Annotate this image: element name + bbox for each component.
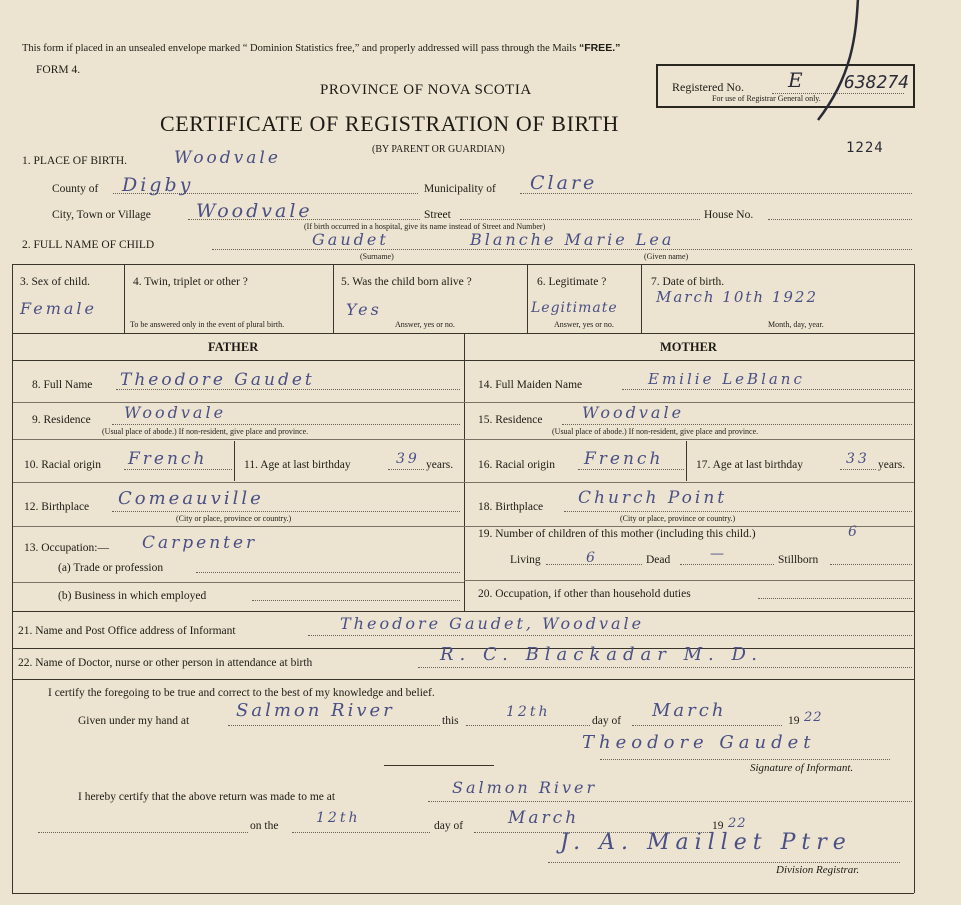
given-year-value: 22	[804, 710, 823, 725]
twin-note: To be answered only in the event of plural birth.	[130, 320, 285, 329]
child-name-label: 2. FULL NAME OF CHILD	[22, 239, 155, 251]
father-heading: FATHER	[208, 340, 259, 354]
dob-value: March 10th 1922	[656, 288, 819, 306]
given-place-value: Salmon River	[236, 700, 395, 721]
mail-notice	[22, 42, 620, 54]
father-birthplace-value: Comeauville	[118, 488, 264, 509]
alive-label: 5. Was the child born alive ?	[341, 276, 472, 288]
father-occupation-label: 13. Occupation:—	[24, 542, 109, 554]
father-age-value: 39	[396, 451, 420, 467]
mother-age-label: 17. Age at last birthday	[696, 459, 803, 471]
city-value: Woodvale	[196, 200, 313, 222]
place-of-birth-value: Woodvale	[174, 148, 281, 168]
father-birthplace-note: (City or place, province or country.)	[176, 514, 292, 523]
children-count-label: 19. Number of children of this mother (including this child.)	[478, 528, 756, 540]
sex-value: Female	[20, 299, 97, 318]
father-racial-value: French	[128, 449, 208, 469]
mother-birthplace-value: Church Point	[578, 488, 728, 508]
dead-value: —	[710, 546, 727, 562]
registrar-place-value: Salmon River	[452, 778, 598, 797]
informant-value: Theodore Gaudet, Woodvale	[340, 614, 645, 633]
living-value: 6	[586, 550, 598, 566]
municipality-label: Municipality of	[424, 183, 496, 195]
dob-note: Month, day, year.	[768, 320, 824, 329]
given-name-note: (Given name)	[644, 252, 689, 261]
day-of-label: day of	[592, 715, 622, 727]
living-label: Living	[510, 554, 541, 566]
father-years: years.	[426, 459, 454, 471]
doctor-label: 22. Name of Doctor, nurse or other person in attendance at birth	[18, 657, 313, 669]
child-given-name: Blanche Marie Lea	[470, 230, 675, 249]
informant-signature: Theodore Gaudet	[582, 732, 816, 753]
legitimate-value: Legitimate	[531, 300, 618, 316]
mother-heading: MOTHER	[660, 340, 717, 354]
registered-number: 638274	[844, 72, 910, 93]
on-the-label: on the	[250, 820, 279, 832]
registrar-note: For use of Registrar General only.	[712, 94, 821, 103]
place-of-birth-label: 1. PLACE OF BIRTH.	[22, 155, 128, 167]
surname-note: (Surname)	[360, 252, 394, 261]
dob-label: 7. Date of birth.	[651, 276, 725, 288]
certificate-title: CERTIFICATE OF REGISTRATION OF BIRTH	[160, 111, 619, 136]
mother-residence-value: Woodvale	[582, 403, 685, 422]
registrar-caption: Division Registrar.	[776, 864, 860, 876]
alive-note: Answer, yes or no.	[395, 320, 455, 329]
registrar-day-value: 12th	[316, 810, 361, 826]
free-label: “FREE.”	[578, 42, 621, 54]
mother-residence-note: (Usual place of abode.) If non-resident, give place and province.	[552, 427, 759, 436]
father-birthplace-label: 12. Birthplace	[24, 501, 90, 513]
certify-statement: I certify the foregoing to be true and correct to the best of my knowledge and belief.	[48, 687, 435, 699]
given-year-prefix: 19	[788, 715, 800, 727]
legitimate-note: Answer, yes or no.	[554, 320, 614, 329]
registrar-day-of-label: day of	[434, 820, 464, 832]
children-count-value: 6	[848, 524, 860, 540]
house-no-label: House No.	[704, 209, 754, 221]
city-label: City, Town or Village	[52, 209, 151, 221]
mother-name-value: Emilie LeBlanc	[648, 370, 805, 388]
child-surname: Gaudet	[312, 230, 389, 249]
street-label: Street	[424, 209, 451, 221]
form-number: FORM 4.	[36, 64, 81, 76]
father-name-label: 8. Full Name	[32, 379, 93, 391]
mail-notice-text: This form if placed in an unsealed envelope marked “ Dominion Statistics free,” and properly addressed will pass through the Mails	[22, 43, 577, 54]
mother-birthplace-label: 18. Birthplace	[478, 501, 544, 513]
province-heading: PROVINCE OF NOVA SCOTIA	[320, 82, 532, 98]
given-month-value: March	[652, 700, 727, 721]
registrar-year-prefix: 19	[712, 820, 724, 832]
father-name-value: Theodore Gaudet	[120, 370, 315, 390]
this-label: this	[442, 715, 459, 727]
certificate-subtitle: (BY PARENT OR GUARDIAN)	[372, 144, 505, 155]
hospital-note: (If birth occurred in a hospital, give its name instead of Street and Number)	[304, 222, 546, 231]
county-label: County of	[52, 183, 99, 195]
registrar-month-value: March	[508, 808, 580, 828]
informant-label: 21. Name and Post Office address of Informant	[18, 625, 236, 637]
business-label: (b) Business in which employed	[58, 590, 207, 602]
given-day-value: 12th	[506, 704, 551, 720]
father-occupation-value: Carpenter	[142, 533, 258, 553]
mother-racial-value: French	[584, 449, 664, 469]
stillborn-label: Stillborn	[778, 554, 819, 566]
pen-stroke	[812, 0, 862, 126]
doctor-value: R. C. Blackadar M. D.	[440, 644, 763, 665]
dead-label: Dead	[646, 554, 671, 566]
county-value: Digby	[122, 174, 194, 196]
registrar-year-value: 22	[728, 816, 747, 831]
legitimate-label: 6. Legitimate ?	[537, 276, 607, 288]
mother-occupation-label: 20. Occupation, if other than household duties	[478, 588, 691, 600]
mother-racial-label: 16. Racial origin	[478, 459, 555, 471]
mother-years: years.	[878, 459, 906, 471]
father-racial-label: 10. Racial origin	[24, 459, 101, 471]
informant-caption: Signature of Informant.	[750, 762, 854, 774]
father-residence-note: (Usual place of abode.) If non-resident, give place and province.	[102, 427, 309, 436]
alive-value: Yes	[346, 300, 382, 319]
sex-label: 3. Sex of child.	[20, 276, 90, 288]
registrar-statement: I hereby certify that the above return was made to me at	[78, 791, 336, 803]
stamp-number: 1224	[846, 140, 884, 156]
registrar-signature: J. A. Maillet Ptre	[560, 830, 852, 855]
father-age-label: 11. Age at last birthday	[244, 459, 351, 471]
mother-name-label: 14. Full Maiden Name	[478, 379, 583, 391]
father-residence-label: 9. Residence	[32, 414, 91, 426]
father-residence-value: Woodvale	[124, 403, 227, 422]
registered-box	[656, 64, 915, 108]
municipality-value: Clare	[530, 172, 598, 194]
mother-birthplace-note: (City or place, province or country.)	[620, 514, 736, 523]
registered-handwritten: E	[788, 68, 806, 92]
mother-residence-label: 15. Residence	[478, 414, 543, 426]
twin-label: 4. Twin, triplet or other ?	[133, 276, 248, 288]
mother-age-value: 33	[846, 451, 870, 467]
given-label: Given under my hand at	[78, 715, 190, 727]
trade-label: (a) Trade or profession	[58, 562, 164, 574]
registered-label: Registered No.	[672, 80, 744, 94]
